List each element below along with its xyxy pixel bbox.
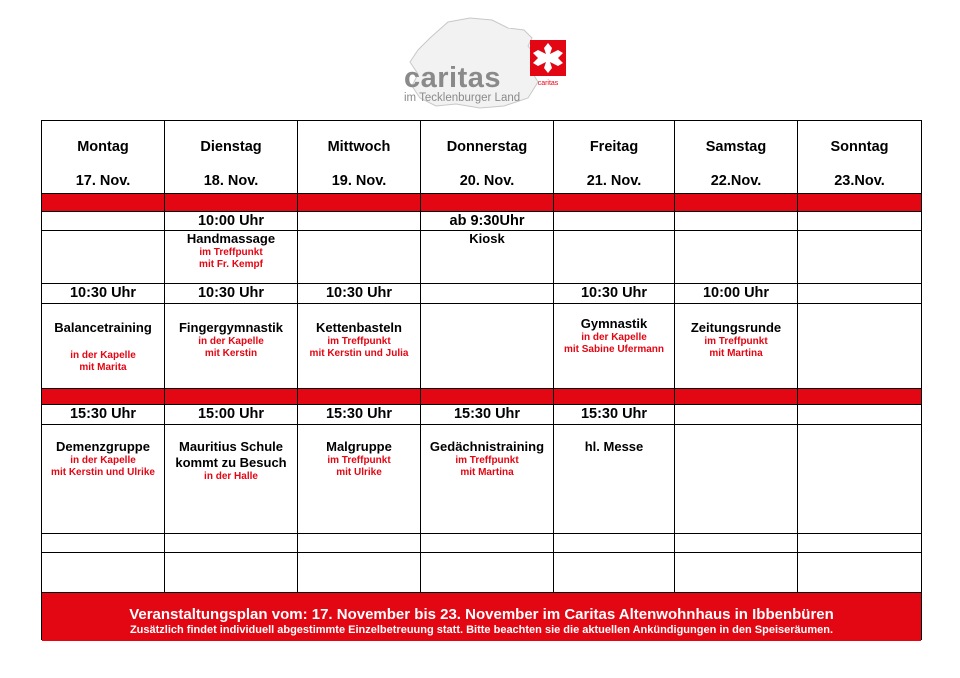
day-name: Freitag xyxy=(589,139,639,155)
time-slot xyxy=(798,284,921,304)
time-slot: 10:00 Uhr xyxy=(675,284,798,304)
activity-location: im Treffpunkt xyxy=(327,455,391,466)
time-slot: 15:30 Uhr xyxy=(298,405,421,425)
activity-host: mit Marita xyxy=(79,362,127,373)
time-slot: 10:30 Uhr xyxy=(42,284,165,304)
activity-location: im Treffpunkt xyxy=(455,455,519,466)
day-date: 21. Nov. xyxy=(586,173,642,189)
day-header xyxy=(798,121,921,194)
activity-title: Gymnastik xyxy=(580,316,648,331)
activity-location: im Treffpunkt xyxy=(199,247,263,258)
activity-title: Handmassage xyxy=(186,231,276,246)
time-slot xyxy=(298,212,421,231)
activity-host: mit Kerstin und Julia xyxy=(309,348,409,359)
empty-cell xyxy=(165,553,298,593)
activity-cell xyxy=(421,231,554,284)
activity-title: Zeitungsrunde xyxy=(690,320,782,335)
empty-cell xyxy=(675,534,798,553)
logo-wordmark: caritas xyxy=(404,62,502,94)
separator-bar xyxy=(42,194,165,212)
activity-cell xyxy=(675,425,798,534)
activity-cell xyxy=(298,304,421,389)
separator-bar xyxy=(165,194,298,212)
time-slot: 10:30 Uhr xyxy=(554,284,675,304)
empty-cell xyxy=(554,534,675,553)
schedule-table xyxy=(41,120,922,640)
footer-note: Zusätzlich findet individuell abgestimmte Einzelbetreuung statt. Bitte beachten sie die aktuellen Ankündigungen in den Speiseräumen. xyxy=(129,624,834,636)
activity-cell xyxy=(421,304,554,389)
activity-cell xyxy=(42,304,165,389)
time-slot: 15:00 Uhr xyxy=(165,405,298,425)
empty-cell xyxy=(42,553,165,593)
separator-bar xyxy=(554,389,675,405)
activity-cell xyxy=(42,425,165,534)
time-slot: 10:30 Uhr xyxy=(165,284,298,304)
activity-location: in der Kapelle xyxy=(70,350,136,361)
activity-location: in der Kapelle xyxy=(581,332,647,343)
day-date: 17. Nov. xyxy=(75,173,131,189)
day-name: Dienstag xyxy=(200,139,262,155)
empty-cell xyxy=(298,553,421,593)
separator-bar xyxy=(42,389,165,405)
day-header xyxy=(421,121,554,194)
activity-host: mit Martina xyxy=(709,348,763,359)
time-slot: 10:30 Uhr xyxy=(298,284,421,304)
empty-cell xyxy=(298,534,421,553)
activity-title-line2: kommt zu Besuch xyxy=(175,455,287,470)
activity-cell xyxy=(165,425,298,534)
separator-bar xyxy=(798,194,921,212)
day-header xyxy=(298,121,421,194)
separator-bar xyxy=(675,194,798,212)
activity-cell xyxy=(298,425,421,534)
day-date: 23.Nov. xyxy=(834,173,885,189)
activity-title: Kiosk xyxy=(469,231,505,246)
activity-cell xyxy=(165,231,298,284)
activity-title: Demenzgruppe xyxy=(56,439,150,454)
day-date: 22.Nov. xyxy=(710,173,762,189)
activity-title: Gedächnistraining xyxy=(429,439,545,454)
caritas-flame-cross-icon xyxy=(530,40,566,76)
footer-banner xyxy=(42,593,921,641)
day-name: Donnerstag xyxy=(446,139,528,155)
footer-title: Veranstaltungsplan vom: 17. November bis 23. November im Caritas Altenwohnhaus in Ibbenbüren xyxy=(129,606,834,623)
activity-location: in der Kapelle xyxy=(198,336,264,347)
time-slot: 10:00 Uhr xyxy=(165,212,298,231)
activity-location: im Treffpunkt xyxy=(704,336,768,347)
activity-title: Kettenbasteln xyxy=(316,320,402,335)
day-header xyxy=(42,121,165,194)
activity-host: mit Kerstin und Ulrike xyxy=(51,467,155,478)
time-slot: 15:30 Uhr xyxy=(554,405,675,425)
activity-location: in der Kapelle xyxy=(70,455,136,466)
time-slot: 15:30 Uhr xyxy=(421,405,554,425)
activity-cell xyxy=(554,425,675,534)
time-slot xyxy=(675,405,798,425)
empty-cell xyxy=(675,553,798,593)
separator-bar xyxy=(298,194,421,212)
activity-title: Balancetraining xyxy=(54,320,152,335)
time-slot xyxy=(42,212,165,231)
logo-subtitle: im Tecklenburger Land xyxy=(404,92,521,104)
separator-bar xyxy=(298,389,421,405)
time-slot: 15:30 Uhr xyxy=(42,405,165,425)
activity-title: Mauritius Schule xyxy=(178,439,284,454)
activity-cell xyxy=(165,304,298,389)
empty-cell xyxy=(42,534,165,553)
activity-cell xyxy=(421,425,554,534)
activity-cell xyxy=(675,304,798,389)
time-slot xyxy=(798,405,921,425)
empty-cell xyxy=(798,534,921,553)
time-slot: ab 9:30Uhr xyxy=(421,212,554,231)
empty-cell xyxy=(165,534,298,553)
activity-location: in der Halle xyxy=(204,471,258,482)
separator-bar xyxy=(421,194,554,212)
activity-host: mit Ulrike xyxy=(336,467,382,478)
activity-cell xyxy=(675,231,798,284)
day-name: Samstag xyxy=(705,139,767,155)
activity-title: Malgruppe xyxy=(326,439,392,454)
separator-bar xyxy=(554,194,675,212)
separator-bar xyxy=(798,389,921,405)
time-slot xyxy=(798,212,921,231)
activity-cell xyxy=(42,231,165,284)
day-date: 20. Nov. xyxy=(459,173,515,189)
empty-cell xyxy=(554,553,675,593)
activity-cell xyxy=(554,231,675,284)
activity-cell xyxy=(298,231,421,284)
day-date: 18. Nov. xyxy=(203,173,259,189)
activity-cell xyxy=(554,304,675,389)
separator-bar xyxy=(421,389,554,405)
time-slot xyxy=(554,212,675,231)
activity-title: hl. Messe xyxy=(584,439,644,454)
empty-cell xyxy=(421,534,554,553)
day-name: Mittwoch xyxy=(327,139,391,155)
separator-bar xyxy=(165,389,298,405)
caritas-logo xyxy=(400,16,575,114)
activity-host: mit Martina xyxy=(460,467,514,478)
day-name: Montag xyxy=(77,139,129,155)
activity-cell xyxy=(798,304,921,389)
time-slot xyxy=(675,212,798,231)
activity-title: Fingergymnastik xyxy=(178,320,284,335)
empty-cell xyxy=(421,553,554,593)
activity-cell xyxy=(798,425,921,534)
day-date: 19. Nov. xyxy=(331,173,387,189)
activity-cell xyxy=(798,231,921,284)
activity-location: im Treffpunkt xyxy=(327,336,391,347)
day-name: Sonntag xyxy=(830,139,889,155)
day-header xyxy=(554,121,675,194)
day-header xyxy=(675,121,798,194)
logo-cross-label: caritas xyxy=(537,80,559,87)
day-header xyxy=(165,121,298,194)
separator-bar xyxy=(675,389,798,405)
time-slot xyxy=(421,284,554,304)
activity-host: mit Fr. Kempf xyxy=(199,259,263,270)
activity-host: mit Sabine Ufermann xyxy=(563,344,665,355)
empty-cell xyxy=(798,553,921,593)
activity-host: mit Kerstin xyxy=(204,348,258,359)
